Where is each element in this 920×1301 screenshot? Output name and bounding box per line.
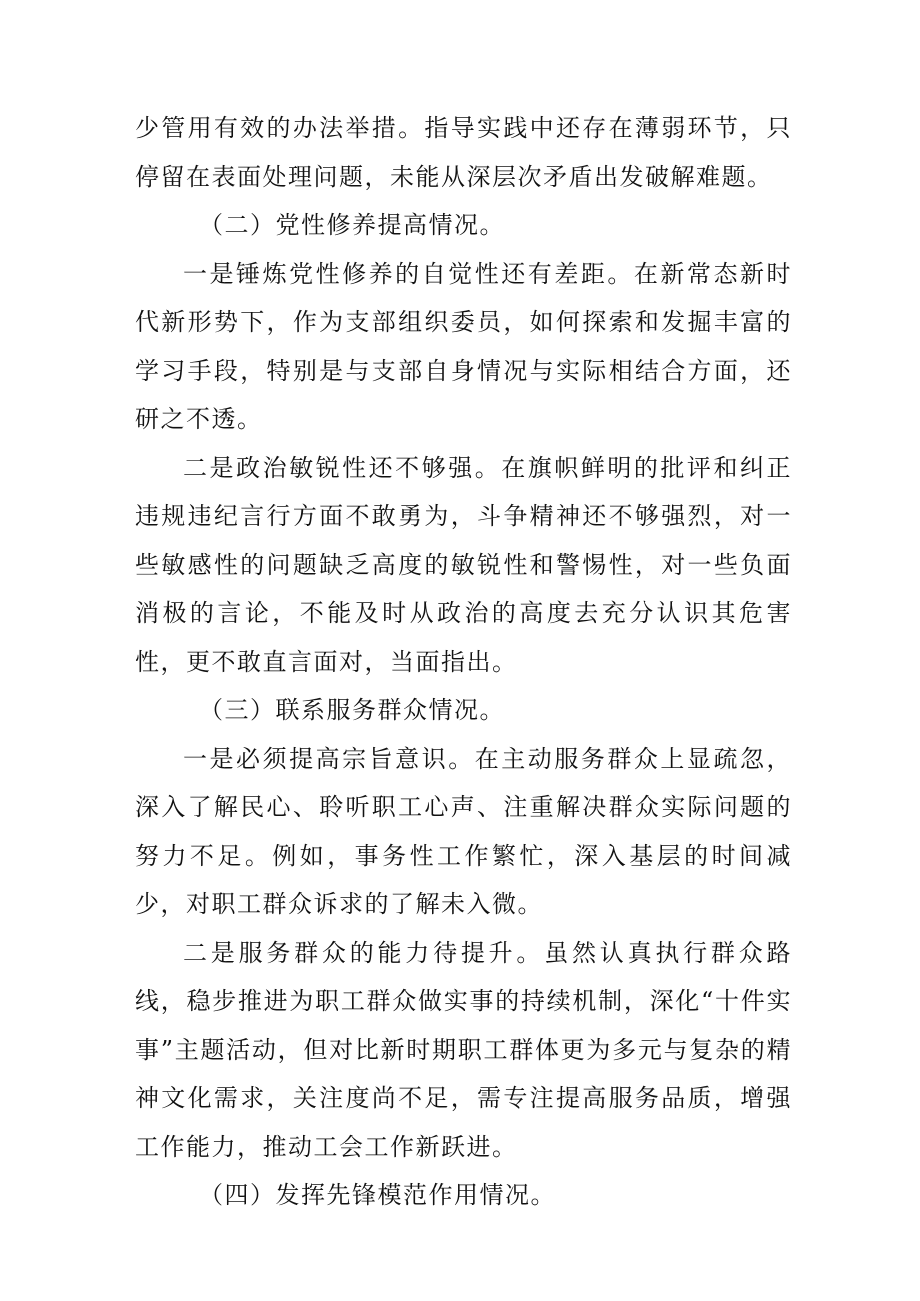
paragraph-serve-masses-1: 一是必须提高宗旨意识。在主动服务群众上显疏忽，深入了解民心、聆听职工心声、注重解决群众实际问题的努力不足。例如，事务性工作繁忙，深入基层的时间减少，对职工群众诉求的了解未入微。 [135, 744, 792, 918]
paragraph-serve-masses-2: 二是服务群众的能力待提升。虽然认真执行群众路线，稳步推进为职工群众做实事的持续机制，深化“十件实事”主题活动，但对比新时期职工群体更为多元与复杂的精神文化需求，关注度尚不足，需专注提高服务品质，增强工作能力，推动工会工作新跃进。 [135, 938, 792, 1161]
paragraph-continuation: 少管用有效的办法举措。指导实践中还存在薄弱环节，只停留在表面处理问题，未能从深层次矛盾出发破解难题。 [135, 114, 792, 191]
section-heading-4: （四）发挥先锋模范作用情况。 [199, 1181, 556, 1209]
section-heading-2: （二）党性修养提高情况。 [199, 211, 505, 239]
paragraph-party-spirit-1: 一是锤炼党性修养的自觉性还有差距。在新常态新时代新形势下，作为支部组织委员，如何探索和发掘丰富的学习手段，特别是与支部自身情况与实际相结合方面，还研之不透。 [135, 259, 792, 433]
document-body [135, 104, 792, 1220]
paragraph-party-spirit-2: 二是政治敏锐性还不够强。在旗帜鲜明的批评和纠正违规违纪言行方面不敢勇为，斗争精神还不够强烈，对一些敏感性的问题缺乏高度的敏锐性和警惕性，对一些负面消极的言论，不能及时从政治的高度去充分认识其危害性，更不敢直言面对，当面指出。 [135, 453, 792, 676]
section-heading-3: （三）联系服务群众情况。 [199, 696, 505, 724]
